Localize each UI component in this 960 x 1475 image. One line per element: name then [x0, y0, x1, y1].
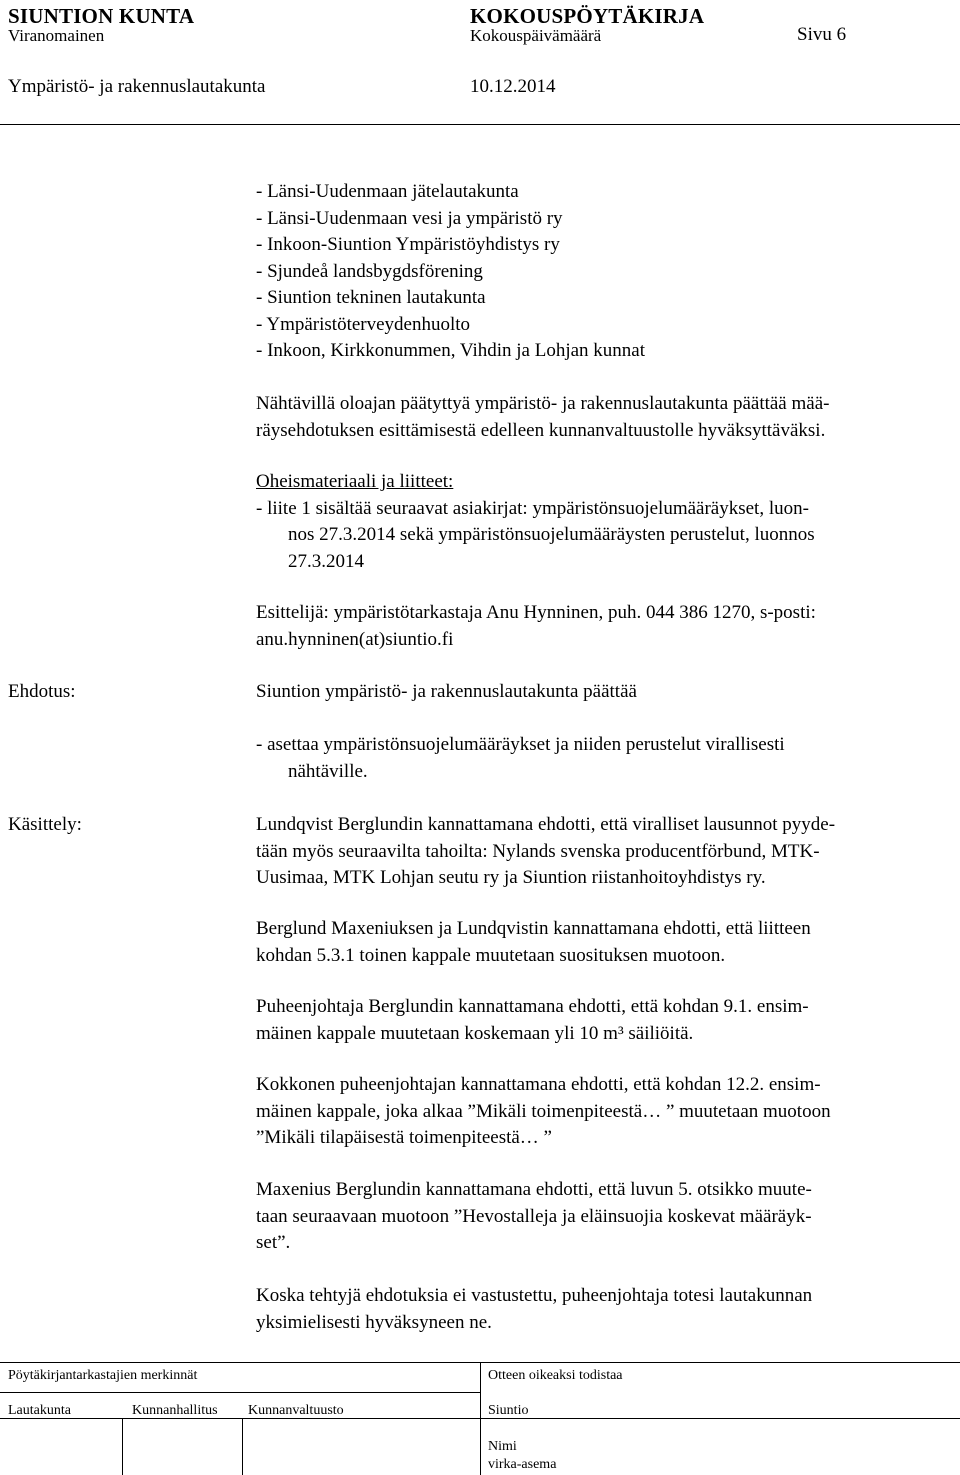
attachments-heading: Oheismateriaali ja liitteet:	[256, 471, 454, 492]
handling-para-5	[256, 1177, 812, 1257]
proposal-line: nähtäville.	[288, 760, 368, 782]
presenter-line: Esittelijä: ympäristötarkastaja Anu Hynninen, puh. 044 386 1270, s-posti:	[256, 602, 816, 623]
footer-certified-label: Otteen oikeaksi todistaa	[488, 1368, 623, 1383]
list-item: - Inkoon-Siuntion Ympäristöyhdistys ry	[256, 234, 560, 255]
paragraph-line: Puheenjohtaja Berglundin kannattamana ehdotti, että kohdan 9.1. ensim-	[256, 996, 809, 1017]
paragraph-line: Kokkonen puheenjohtajan kannattamana ehdotti, että kohdan 12.2. ensim-	[256, 1074, 821, 1095]
attachment-line: - liite 1 sisältää seuraavat asiakirjat: ympäristönsuojelumääräykset, luon-	[256, 497, 809, 519]
list-item: - Länsi-Uudenmaan jätelautakunta	[256, 181, 519, 202]
handling-para-6	[256, 1283, 812, 1336]
municipality-name: SIUNTION KUNTA	[8, 4, 195, 28]
list-item: - Siuntion tekninen lautakunta	[256, 287, 486, 308]
list-item: - Sjundeå landsbygdsförening	[256, 260, 483, 282]
footer-col-board: Lautakunta	[8, 1403, 71, 1418]
date-label: Kokouspäivämäärä	[470, 26, 602, 45]
footer-col-divider-2	[242, 1418, 243, 1475]
paragraph-line: tään myös seuraavilta tahoilta: Nylands svenska producentförbund, MTK-	[256, 840, 820, 862]
footer-position: virka-asema	[488, 1457, 557, 1472]
proposal-item	[256, 732, 785, 785]
footer-col-divider-1	[122, 1418, 123, 1475]
meeting-date: 10.12.2014	[470, 76, 556, 97]
handling-para-2	[256, 916, 811, 969]
paragraph-line: mäinen kappale muutetaan koskemaan yli 10 m³ säiliöitä.	[256, 1022, 694, 1044]
proposal-text: Siuntion ympäristö- ja rakennuslautakunta päättää	[256, 681, 637, 702]
footer-col-council: Kunnanvaltuusto	[248, 1403, 344, 1418]
attachment-line: 27.3.2014	[288, 550, 364, 572]
handling-para-4	[256, 1072, 831, 1152]
presenter-info	[256, 600, 816, 653]
page-number: Sivu 6	[797, 24, 847, 45]
handling-para-1	[256, 812, 835, 892]
footer-col-municipal-board: Kunnanhallitus	[132, 1403, 218, 1418]
paragraph-line: mäinen kappale, joka alkaa ”Mikäli toimenpiteestä… ” muutetaan muotoon	[256, 1100, 831, 1122]
stakeholder-list	[256, 179, 645, 365]
paragraph-line: räysehdotuksen esittämisestä edelleen kunnanvaltuustolle hyväksyttäväksi.	[256, 419, 826, 441]
footer-checkers-label: Pöytäkirjantarkastajien merkinnät	[8, 1368, 198, 1383]
proposal-line: - asettaa ympäristönsuojelumääräykset ja niiden perustelut virallisesti	[256, 734, 785, 755]
paragraph-line: taan seuraavaan muotoon ”Hevostalleja ja eläinsuojia koskevat määräyk-	[256, 1205, 812, 1227]
paragraph-line: yksimielisesti hyväksyneen ne.	[256, 1311, 492, 1333]
list-item: - Ympäristöterveydenhuolto	[256, 313, 471, 335]
footer-center-divider	[480, 1362, 481, 1475]
handling-para-3	[256, 994, 809, 1047]
authority-label: Viranomainen	[8, 26, 105, 45]
paragraph-line: Nähtävillä oloajan päätyttyä ympäristö- ja rakennuslautakunta päättää mää-	[256, 393, 830, 414]
handling-label: Käsittely:	[8, 814, 82, 835]
footer-place: Siuntio	[488, 1403, 529, 1418]
list-item: - Länsi-Uudenmaan vesi ja ympäristö ry	[256, 207, 563, 229]
paragraph-line: ”Mikäli tilapäisestä toimenpiteestä… ”	[256, 1127, 552, 1148]
footer-left-divider	[0, 1392, 480, 1393]
attachment-line: nos 27.3.2014 sekä ympäristönsuojelumääräysten perustelut, luonnos	[288, 524, 815, 545]
footer-name: Nimi	[488, 1439, 517, 1454]
paragraph-line: Lundqvist Berglundin kannattamana ehdotti, että viralliset lausunnot pyyde-	[256, 814, 836, 835]
document-type: KOKOUSPÖYTÄKIRJA	[470, 4, 705, 28]
paragraph-line: Maxenius Berglundin kannattamana ehdotti, että luvun 5. otsikko muute-	[256, 1179, 812, 1200]
authority-name: Ympäristö- ja rakennuslautakunta	[8, 76, 266, 97]
paragraph-line: Koska tehtyjä ehdotuksia ei vastustettu, puheenjohtaja totesi lautakunnan	[256, 1285, 813, 1306]
attachments-section	[256, 469, 815, 575]
presenter-line: anu.hynninen(at)siuntio.fi	[256, 628, 454, 650]
paragraph-line: Berglund Maxeniuksen ja Lundqvistin kannattamana ehdotti, että liitteen	[256, 918, 811, 939]
display-paragraph	[256, 391, 829, 444]
paragraph-line: Uusimaa, MTK Lohjan seutu ry ja Siuntion riistanhoitoyhdistys ry.	[256, 867, 766, 888]
list-item: - Inkoon, Kirkkonummen, Vihdin ja Lohjan kunnat	[256, 340, 646, 361]
paragraph-line: set”.	[256, 1232, 291, 1253]
paragraph-line: kohdan 5.3.1 toinen kappale muutetaan suosituksen muotoon.	[256, 944, 726, 966]
header-divider	[0, 124, 960, 125]
proposal-label: Ehdotus:	[8, 681, 76, 702]
